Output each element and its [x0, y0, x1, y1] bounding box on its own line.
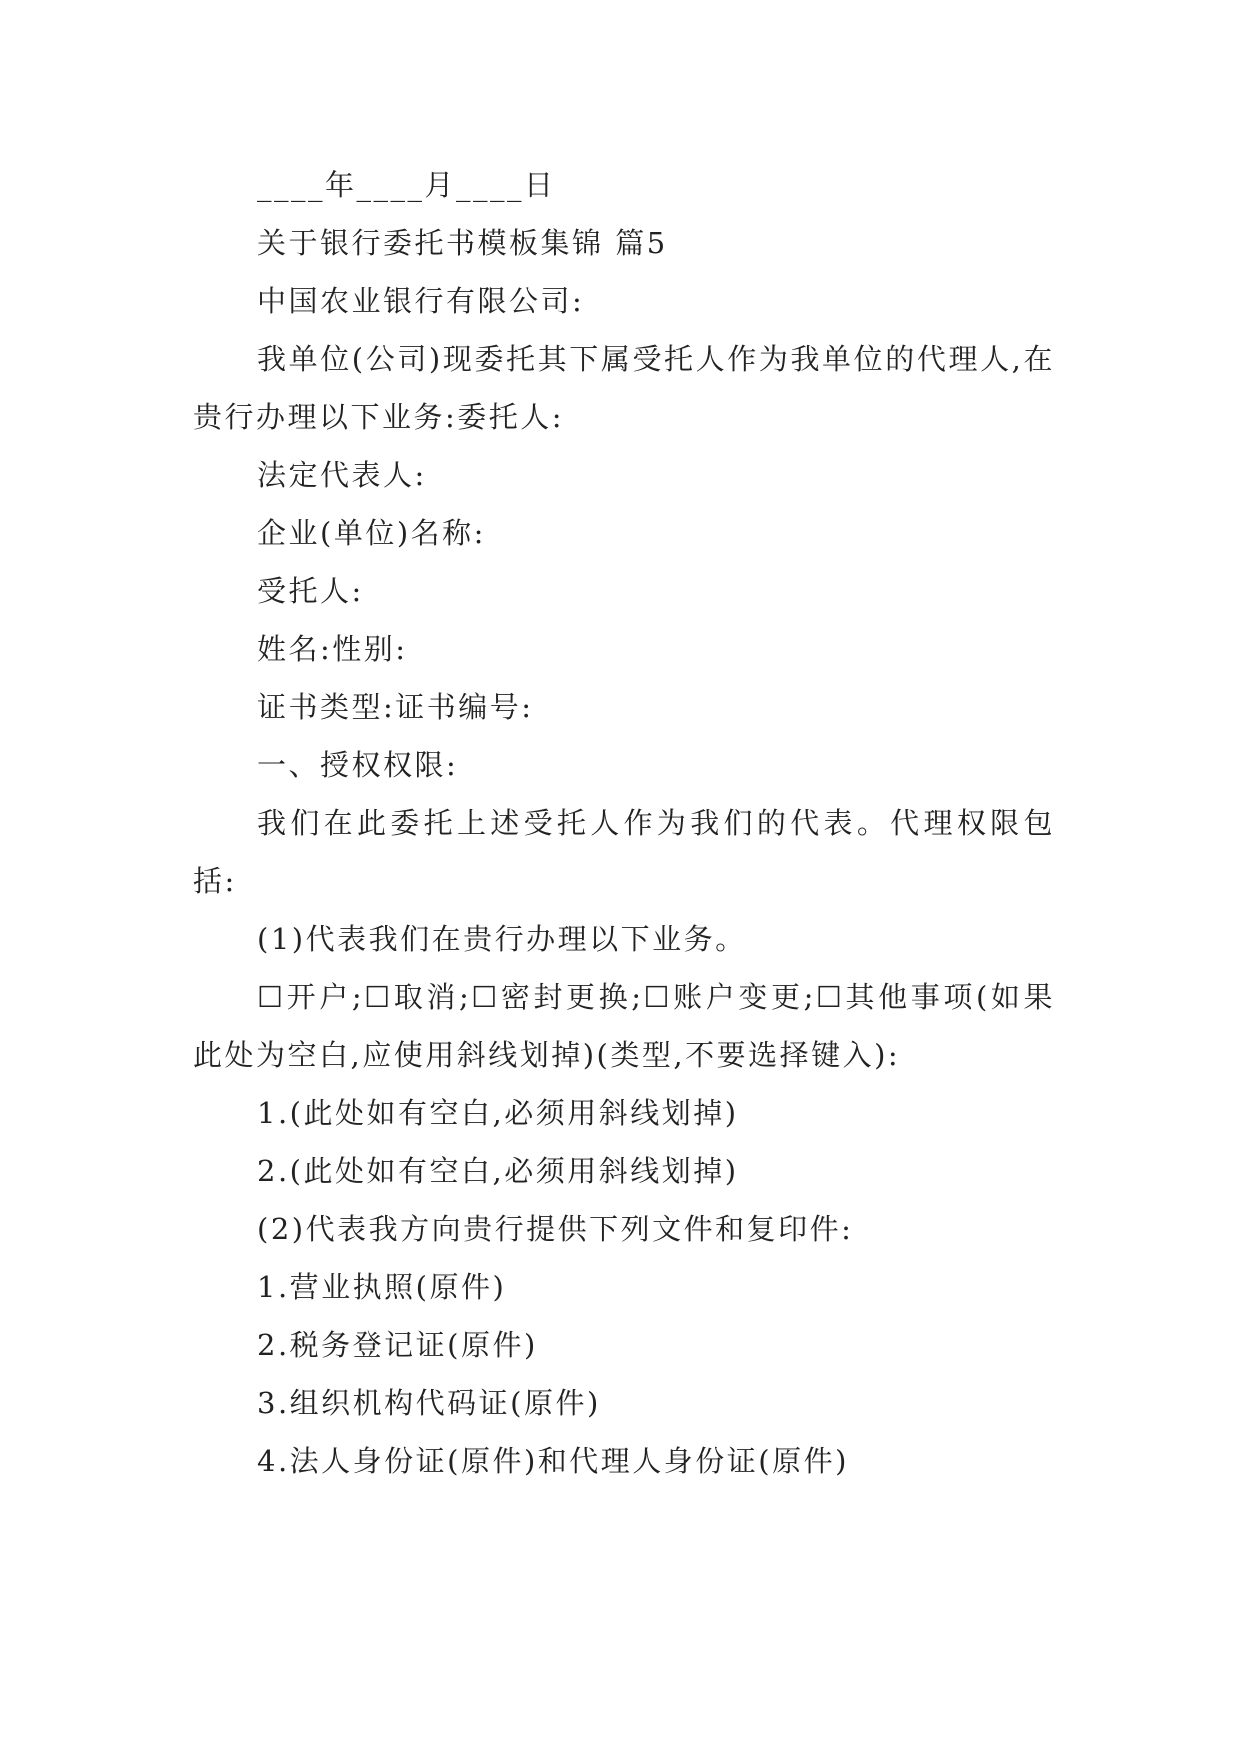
item-documents: (2)代表我方向贵行提供下列文件和复印件:: [257, 1212, 854, 1246]
section-title: 关于银行委托书模板集锦 篇5: [257, 226, 668, 260]
authorization-paragraph: 我们在此委托上述受托人作为我们的代表。代理权限包括:: [193, 806, 1055, 898]
field-name-gender: 姓名:性别:: [257, 632, 408, 666]
list-item: 1.(此处如有空白,必须用斜线划掉): [257, 1096, 739, 1130]
intro-paragraph: 我单位(公司)现委托其下属受托人作为我单位的代理人,在贵行办理以下业务:委托人:: [193, 342, 1055, 434]
item-business: (1)代表我们在贵行办理以下业务。: [257, 922, 747, 956]
heading-authorization: 一、授权权限:: [257, 748, 459, 782]
list-item: 2.(此处如有空白,必须用斜线划掉): [257, 1154, 739, 1188]
checkbox-options-paragraph: ☐开户;☐取消;☐密封更换;☐账户变更;☐其他事项(如果此处为空白,应使用斜线划掉)(类型,不要选择键入):: [193, 980, 1055, 1072]
field-trustee: 受托人:: [257, 574, 364, 608]
field-certificate: 证书类型:证书编号:: [257, 690, 534, 724]
list-item: 2.税务登记证(原件): [257, 1328, 538, 1362]
list-item: 1.营业执照(原件): [257, 1270, 507, 1304]
field-legal-representative: 法定代表人:: [257, 458, 427, 492]
list-item: 3.组织机构代码证(原件): [257, 1386, 601, 1420]
addressee: 中国农业银行有限公司:: [257, 284, 585, 318]
date-line: ____年____月____日: [257, 168, 556, 202]
document-body: [193, 156, 1055, 1490]
field-company-name: 企业(单位)名称:: [257, 516, 486, 550]
list-item: 4.法人身份证(原件)和代理人身份证(原件): [257, 1444, 849, 1478]
